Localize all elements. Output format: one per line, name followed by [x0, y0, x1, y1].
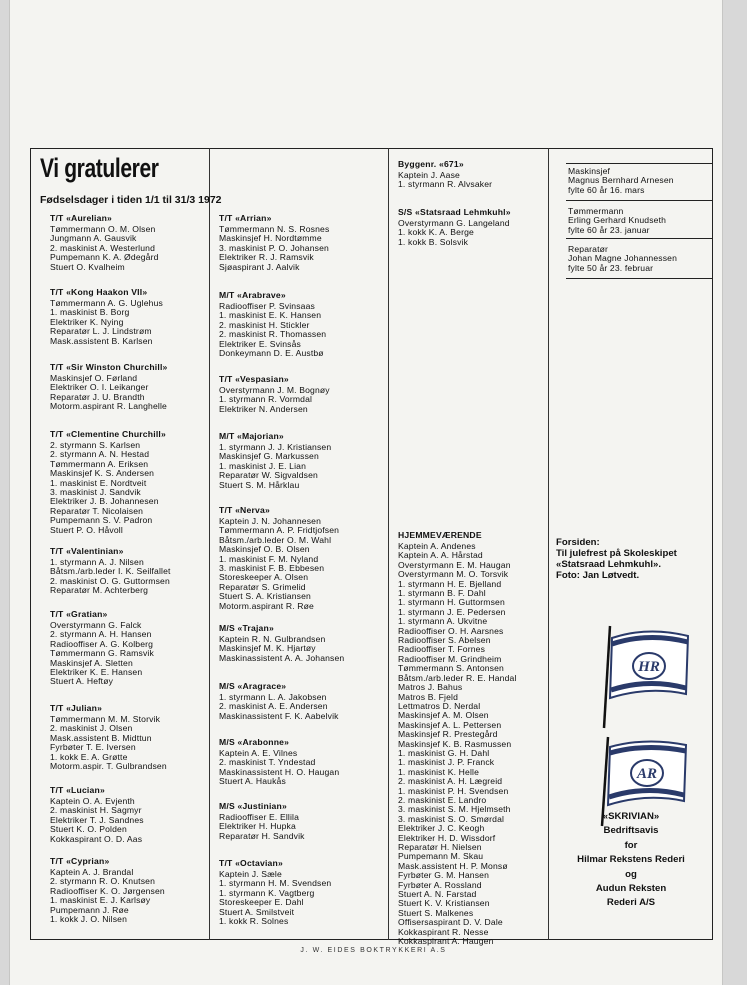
crew-entry: Radiooffiser K. O. Jørgensen: [50, 885, 165, 896]
ship-block: [50, 287, 240, 346]
jubilee-3: [568, 245, 747, 273]
crew-entry: Maskinsjef A. M. Olsen: [398, 710, 489, 721]
crew-entry: 1. kokk E. A. Grøtte: [50, 751, 128, 762]
crew-entry: 1. styrmann J. E. Pedersen: [398, 606, 506, 617]
ship-block: [219, 801, 409, 841]
ship-name: T/T «Lucian»: [50, 785, 105, 795]
crew-entry: Stuert K. V. Kristiansen: [398, 898, 490, 909]
crew-entry: Stuert K. O. Polden: [50, 824, 127, 835]
crew-entry: Mask.assistent H. P. Monsø: [398, 860, 508, 871]
jubilee-rule-1: [566, 163, 712, 164]
crew-entry: Reparatør L. J. Lindstrøm: [50, 326, 152, 337]
crew-entry: 1. maskinist F. M. Nyland: [219, 553, 319, 564]
crew-entry: Sjøaspirant J. Aalvik: [219, 261, 300, 272]
crew-entry: Kaptein A. Andenes: [398, 541, 476, 551]
crew-entry: Stuert O. Kvalheim: [50, 261, 125, 272]
crew-entry: Båtsm./arb.leder R. E. Handal: [398, 672, 517, 683]
ship-block: [398, 207, 588, 247]
crew-entry: Elektriker H. Hupka: [219, 821, 296, 832]
crew-entry: Maskinsjef O. B. Olsen: [219, 544, 310, 555]
crew-entry: Elektriker K. E. Hansen: [50, 667, 143, 678]
crew-entry: Pumpemann M. Skau: [398, 851, 484, 862]
ship-block: [50, 856, 240, 924]
crew-entry: Reparatør H. Sandvik: [219, 830, 305, 841]
crew-entry: Motorm.aspir. T. Gulbrandsen: [50, 761, 167, 772]
printer-footer: J. W. EIDES BOKTRYKKERI A.S: [300, 947, 447, 954]
page-title: Vi gratulerer: [40, 153, 159, 183]
publication-info: [556, 810, 706, 911]
ship-block: [50, 703, 240, 771]
crew-entry: Overstyrmann G. Falck: [50, 620, 142, 630]
crew-entry: 3. maskinist J. Sandvik: [50, 487, 141, 498]
ship-name: HJEMMEVÆRENDE: [398, 530, 482, 540]
jubilee-rule-4: [566, 278, 712, 279]
cover-line-1: Til julefrest på Skoleskipet: [556, 548, 677, 559]
crew-entry: 1. kokk K. A. Berge: [398, 227, 474, 238]
ship-name: M/S «Trajan»: [219, 623, 274, 633]
crew-entry: Storeskeeper A. Olsen: [219, 572, 309, 583]
publication-line-5: Audun Reksten: [595, 883, 667, 895]
jubilee-rule-2: [566, 200, 712, 201]
crew-entry: 3. maskinist S. M. Hjelmseth: [398, 804, 511, 815]
publication-line-6: Rederi A/S: [606, 897, 656, 909]
crew-entry: Fyrbøter A. Rossland: [398, 879, 482, 890]
crew-entry: Pumpemann S. V. Padron: [50, 515, 153, 526]
jubilee-name: Johan Magne Johannessen: [568, 253, 678, 264]
crew-entry: Båtsm./arb.leder O. M. Wahl: [219, 534, 332, 545]
ship-name: T/T «Julian»: [50, 703, 103, 713]
crew-entry: 1. styrmann B. F. Dahl: [398, 588, 486, 599]
jubilee-age: fylte 50 år 23. februar: [568, 262, 654, 273]
crew-entry: 1. maskinist P. H. Svendsen: [398, 785, 509, 796]
ship-block: [50, 429, 240, 535]
crew-entry: Reparatør S. Grimelid: [219, 581, 306, 592]
crew-entry: 2. maskinist A. E. Andersen: [219, 701, 328, 712]
jubilee-1: [568, 167, 747, 195]
crew-entry: Stuert A. Smilstveit: [219, 906, 295, 917]
crew-entry: Reparatør J. U. Brandth: [50, 391, 145, 402]
crew-entry: Tømmermann N. S. Rosnes: [219, 224, 330, 234]
crew-entry: 1. maskinist J. P. Franck: [398, 757, 495, 768]
crew-entry: Motorm.aspirant R. Langhelle: [50, 401, 167, 412]
ship-block: [219, 374, 409, 414]
crew-entry: Maskinsjef G. Markussen: [219, 451, 319, 462]
crew-entry: Maskinassistent A. A. Johansen: [219, 652, 345, 663]
crew-entry: 1. styrmann H. E. Bjelland: [398, 578, 502, 589]
flag-1-label: HR: [638, 659, 660, 675]
crew-entry: Fyrbøter G. M. Hansen: [398, 870, 490, 881]
crew-entry: 2. styrmann R. O. Knutsen: [50, 876, 156, 887]
publication-line-4: og: [625, 868, 637, 880]
ship-name: T/T «Kong Haakon VII»: [50, 287, 148, 297]
jubilee-role: Maskinsjef: [568, 166, 611, 176]
ship-block: [219, 858, 409, 926]
crew-entry: Jungmann A. Gausvik: [50, 233, 137, 244]
crew-entry: Kaptein R. N. Gulbrandsen: [219, 634, 326, 644]
jubilee-name: Erling Gerhard Knudseth: [568, 215, 667, 226]
ship-name: T/T «Arrian»: [219, 213, 272, 223]
crew-entry: Kaptein A. J. Brandal: [50, 867, 134, 877]
crew-entry: Maskinsjef M. K. Hjartøy: [219, 643, 316, 654]
crew-entry: 1. kokk B. Solsvik: [398, 236, 469, 247]
jubilee-name: Magnus Bernhard Arnesen: [568, 175, 674, 186]
crew-entry: Lettmatros D. Nerdal: [398, 700, 481, 711]
crew-entry: Mask.assistent B. Midttun: [50, 732, 152, 743]
crew-entry: 2. maskinist T. Yndestad: [219, 757, 316, 768]
crew-entry: Reparatør M. Achterberg: [50, 585, 149, 596]
jubilee-2: [568, 207, 747, 235]
crew-entry: 2. maskinist H. Sagmyr: [50, 805, 142, 816]
ship-block: [219, 505, 409, 611]
cover-caption: [556, 537, 677, 581]
crew-entry: Reparatør W. Sigvaldsen: [219, 470, 318, 481]
cover-photo-credit: Foto: Jan Løtvedt.: [556, 570, 640, 581]
crew-entry: 1. styrmann K. Vagtberg: [219, 887, 315, 898]
crew-entry: Maskinassistent H. O. Haugan: [219, 766, 340, 777]
crew-entry: Stuert S. A. Kristiansen: [219, 591, 311, 602]
crew-entry: Storeskeeper E. Dahl: [219, 897, 304, 908]
crew-entry: Radiooffiser M. Grindheim: [398, 653, 502, 664]
crew-entry: Kaptein A. E. Vilnes: [219, 748, 298, 758]
crew-entry: Maskinsjef A. Sletten: [50, 657, 133, 668]
crew-entry: Matros J. Bahus: [398, 682, 463, 693]
crew-entry: 1. styrmann J. J. Kristiansen: [219, 442, 332, 452]
jubilee-rule-3: [566, 238, 712, 239]
crew-entry: Tømmermann A. P. Fridtjofsen: [219, 525, 340, 536]
ship-name: T/T «Vespasian»: [219, 374, 289, 384]
crew-entry: 3. maskinist P. O. Johansen: [219, 242, 329, 253]
crew-entry: Radiooffiser S. Abelsen: [398, 635, 491, 646]
crew-entry: Elektriker N. Andersen: [219, 403, 308, 414]
ship-block: [398, 159, 588, 190]
ship-name: T/T «Clementine Churchill»: [50, 429, 166, 439]
crew-entry: Elektriker J. C. Keogh: [398, 823, 485, 834]
ship-block: [50, 609, 240, 687]
ship-name: M/S «Justinian»: [219, 801, 287, 811]
ship-name: T/T «Cyprian»: [50, 856, 110, 866]
crew-entry: Radiooffiser E. Ellila: [219, 812, 300, 822]
crew-entry: Kaptein J. Sæle: [219, 869, 282, 879]
flag-2-label: AR: [636, 766, 658, 782]
crew-entry: Tømmermann A. Eriksen: [50, 458, 149, 469]
ship-block: [219, 213, 409, 272]
ship-block: [219, 623, 409, 663]
page-subtitle: Fødselsdager i tiden 1/1 til 31/3 1972: [40, 194, 222, 206]
crew-entry: Stuert P. O. Håvoll: [50, 524, 123, 535]
cover-line-2: «Statsraad Lehmkuhl».: [556, 559, 662, 570]
crew-entry: Kaptein J. Aase: [398, 170, 460, 180]
crew-entry: Overstyrmann J. M. Bognøy: [219, 385, 330, 395]
ship-name: T/T «Sir Winston Churchill»: [50, 362, 168, 372]
crew-entry: 2. maskinist R. Thomassen: [219, 329, 327, 340]
publication-name: «SKRIVIAN»: [602, 811, 660, 822]
crew-entry: 1. styrmann A. J. Nilsen: [50, 557, 144, 567]
crew-entry: 1. kokk J. O. Nilsen: [50, 914, 128, 925]
crew-entry: Båtsm./arb.leder I. K. Seilfallet: [50, 566, 171, 577]
crew-entry: Fyrbøter T. E. Iversen: [50, 742, 136, 753]
crew-entry: Tømmermann S. Antonsen: [398, 663, 504, 674]
crew-entry: Matros B. Fjeld: [398, 691, 459, 702]
crew-entry: 1. styrmann L. A. Jakobsen: [219, 692, 327, 702]
crew-entry: 2. maskinist A. H. Lægreid: [398, 776, 503, 787]
jubilee-age: fylte 60 år 16. mars: [568, 184, 645, 195]
crew-entry: 2. maskinist A. Westerlund: [50, 242, 155, 253]
crew-entry: Stuert S. M. Hårklau: [219, 479, 300, 490]
crew-entry: 1. styrmann H. M. Svendsen: [219, 878, 332, 889]
crew-entry: Elektriker O. I. Leikanger: [50, 382, 149, 393]
crew-entry: Kaptein J. N. Johannesen: [219, 516, 322, 526]
ship-block: [50, 546, 240, 596]
crew-entry: Tømmermann G. Ramsvik: [50, 648, 154, 659]
crew-entry: Radiooffiser A. G. Kolberg: [50, 638, 154, 649]
crew-entry: Kokkaspirant A. Haugen: [398, 936, 494, 947]
crew-entry: 1. maskinist K. Helle: [398, 766, 479, 777]
crew-entry: Radiooffiser P. Svinsaas: [219, 301, 315, 311]
ship-name: M/T «Arabrave»: [219, 290, 286, 300]
crew-entry: Stuert A. N. Farstad: [398, 889, 477, 900]
crew-entry: Kaptein A. A. Hårstad: [398, 550, 483, 561]
crew-entry: 1. maskinist E. K. Hansen: [219, 310, 322, 321]
crew-entry: Elektriker R. J. Ramsvik: [219, 252, 314, 263]
ship-block: [219, 681, 409, 721]
ship-name: T/T «Valentinian»: [50, 546, 124, 556]
crew-entry: Maskinsjef R. Prestegård: [398, 729, 498, 740]
ship-name: M/S «Aragrace»: [219, 681, 287, 691]
jubilee-role: Tømmermann: [568, 206, 624, 216]
ship-name: Byggenr. «671»: [398, 159, 464, 169]
crew-entry: Kokkaspirant O. D. Aas: [50, 833, 143, 844]
crew-entry: 3. maskinist S. O. Smørdal: [398, 813, 505, 824]
crew-entry: Motorm.aspirant R. Røe: [219, 600, 314, 611]
crew-entry: Maskinsjef H. Nordtømme: [219, 233, 322, 244]
crew-entry: 2. styrmann A. H. Hansen: [50, 629, 152, 640]
crew-entry: Offisersaspirant D. V. Dale: [398, 917, 503, 928]
crew-entry: Overstyrmann M. O. Torsvik: [398, 569, 509, 580]
ship-block: [219, 737, 409, 787]
jubilee-age: fylte 60 år 23. januar: [568, 224, 650, 235]
crew-entry: Tømmermann O. M. Olsen: [50, 224, 156, 234]
crew-entry: Overstyrmann G. Langeland: [398, 218, 510, 228]
ship-name: T/T «Aurelian»: [50, 213, 113, 223]
crew-entry: Elektriker E. Svinsås: [219, 338, 301, 349]
publication-line-1: Bedriftsavis: [603, 825, 659, 837]
ship-block: [219, 431, 409, 490]
crew-entry: Radiooffiser T. Fornes: [398, 644, 486, 655]
crew-entry: Kaptein O. A. Evjenth: [50, 796, 135, 806]
crew-entry: Elektriker H. D. Wissdorf: [398, 832, 496, 843]
crew-entry: 2. styrmann A. N. Hestad: [50, 449, 150, 460]
ship-block: [50, 213, 240, 272]
crew-entry: 2. maskinist H. Stickler: [219, 319, 310, 330]
hr-flag-icon: [596, 620, 696, 730]
crew-entry: Reparatør T. Nicolaisen: [50, 505, 144, 516]
crew-entry: 1. styrmann R. Alvsaker: [398, 179, 493, 190]
crew-entry: Maskinsjef K. S. Andersen: [50, 468, 155, 479]
crew-entry: 1. kokk R. Solnes: [219, 916, 289, 927]
crew-entry: Pumpemann J. Røe: [50, 904, 129, 915]
publication-line-3: Hilmar Rekstens Rederi: [577, 854, 685, 866]
crew-entry: 2. maskinist J. Olsen: [50, 723, 133, 734]
crew-entry: Donkeymann D. E. Austbø: [219, 348, 324, 359]
crew-entry: 3. maskinist F. B. Ebbesen: [219, 563, 325, 574]
crew-entry: Tømmermann M. M. Storvik: [50, 714, 161, 724]
crew-entry: Mask.assistent B. Karlsen: [50, 335, 153, 346]
crew-entry: 1. maskinist E. Nordtveit: [50, 477, 147, 488]
jubilee-role: Reparatør: [568, 244, 609, 254]
crew-entry: Tømmermann A. G. Uglehus: [50, 298, 163, 308]
crew-entry: Maskinsjef O. Førland: [50, 373, 138, 383]
ship-name: T/T «Gratian»: [50, 609, 108, 619]
crew-entry: 1. maskinist E. J. Karlsøy: [50, 895, 151, 906]
crew-entry: 2. styrmann S. Karlsen: [50, 440, 141, 450]
crew-entry: Reparatør H. Nielsen: [398, 842, 482, 852]
cover-label: Forsiden:: [556, 537, 600, 548]
ship-block: [50, 362, 240, 412]
ship-name: T/T «Nerva»: [219, 505, 270, 515]
crew-entry: 1. styrmann H. Guttormsen: [398, 597, 505, 608]
crew-entry: Radiooffiser O. H. Aarsnes: [398, 625, 504, 636]
ship-name: T/T «Octavian»: [219, 858, 283, 868]
crew-entry: Pumpemann K. A. Ødegård: [50, 252, 159, 263]
crew-entry: Maskinsjef A. L. Pettersen: [398, 719, 502, 730]
crew-entry: 1. styrmann R. Vormdal: [219, 394, 313, 405]
crew-entry: 2. maskinist O. G. Guttormsen: [50, 575, 170, 586]
ship-name: M/S «Arabonne»: [219, 737, 290, 747]
crew-entry: Elektriker T. J. Sandnes: [50, 814, 144, 825]
crew-entry: Maskinassistent F. K. Aabelvik: [219, 710, 339, 721]
crew-entry: 2. maskinist E. Landro: [398, 794, 487, 805]
ship-name: M/T «Majorian»: [219, 431, 284, 441]
crew-entry: Stuert A. Heftøy: [50, 676, 114, 687]
publication-line-2: for: [624, 839, 638, 851]
crew-entry: Stuert A. Haukås: [219, 776, 286, 787]
crew-entry: 1. maskinist J. E. Lian: [219, 460, 307, 471]
crew-entry: Maskinsjef K. B. Rasmussen: [398, 738, 512, 749]
crew-entry: Kokkaspirant R. Nesse: [398, 926, 489, 937]
crew-entry: 1. maskinist G. H. Dahl: [398, 747, 490, 758]
crew-entry: Overstyrmann E. M. Haugan: [398, 559, 511, 570]
crew-entry: Elektriker K. Nying: [50, 316, 124, 327]
crew-entry: 1. maskinist B. Borg: [50, 307, 130, 318]
crew-entry: Elektriker J. B. Johannesen: [50, 496, 159, 507]
ship-block: [50, 785, 240, 844]
ship-block: [219, 290, 409, 358]
crew-entry: 1. styrmann A. Ukvitne: [398, 616, 488, 627]
ship-name: S/S «Statsraad Lehmkuhl»: [398, 207, 511, 217]
crew-entry: Stuert S. Malkenes: [398, 907, 474, 918]
